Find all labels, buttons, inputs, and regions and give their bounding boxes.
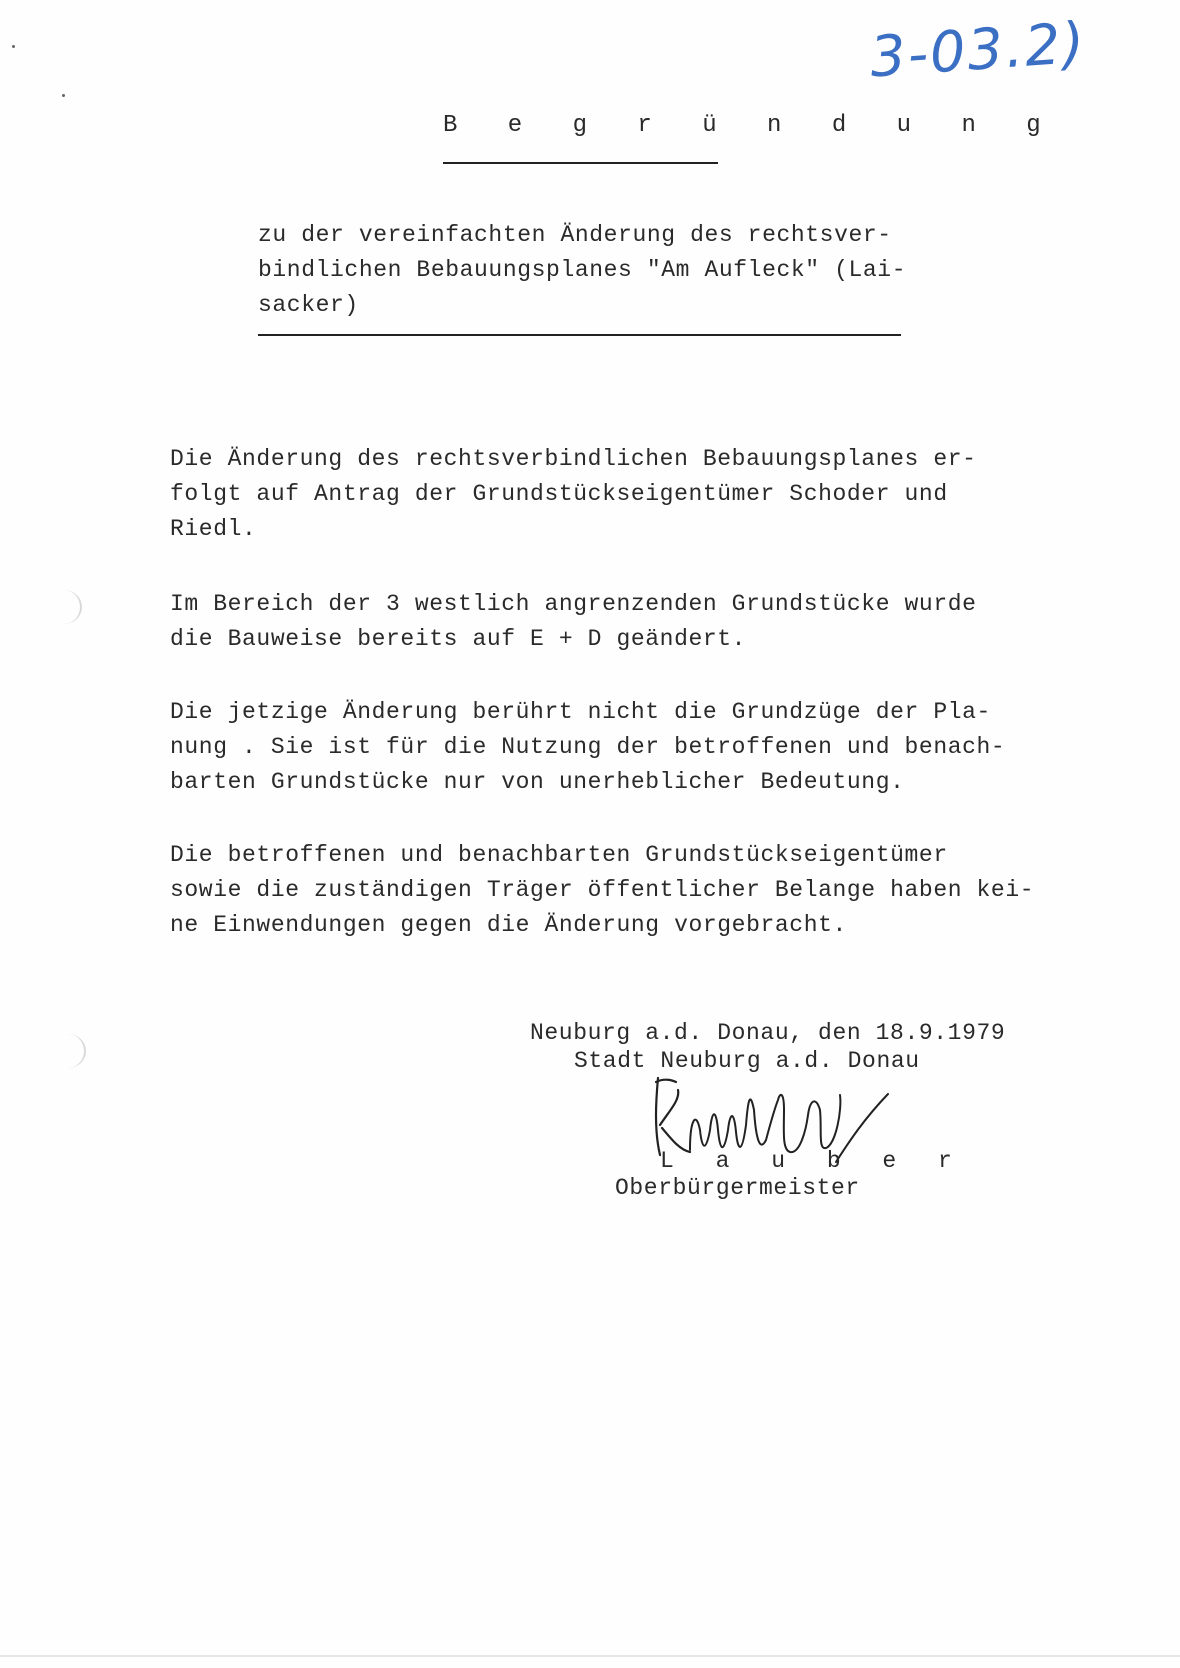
file-number-text: 3-03.2) [867,10,1089,91]
paragraph-planning-principles [170,695,1030,800]
paper-speck [62,94,65,97]
document-subtitle [258,218,918,323]
paragraph-line: Die betroffenen und benachbarten Grundstückseigentümer [170,842,948,868]
punch-hole-mark [50,1034,86,1068]
paragraph-line: Die Änderung des rechtsverbindlichen Bebauungsplanes er- [170,446,977,472]
punch-hole-mark [46,590,82,624]
paragraph-line: Riedl. [170,516,257,542]
subtitle-underline [258,334,901,336]
place-and-date: Neuburg a.d. Donau, den 18.9.1979 [530,1020,1006,1046]
paragraph-line: die Bauweise bereits auf E + D geändert. [170,626,747,652]
scan-edge-line [0,1655,1180,1657]
paragraph-line: nung . Sie ist für die Nutzung der betroffenen und benach- [170,734,1006,760]
paragraph-line: Die jetzige Änderung berührt nicht die Grundzüge der Pla- [170,699,991,725]
subtitle-line: sacker) [258,292,359,318]
subtitle-line: zu der vereinfachten Änderung des rechtsver- [258,222,892,248]
paragraph-line: barten Grundstücke nur von unerheblicher Bedeutung. [170,769,905,795]
issuing-authority: Stadt Neuburg a.d. Donau [574,1048,920,1074]
paragraph-line: sowie die zuständigen Träger öffentlicher Belange haben kei- [170,877,1035,903]
signer-name: L a u b e r [660,1148,966,1174]
paragraph-request [170,442,1030,547]
paragraph-line: Im Bereich der 3 westlich angrenzenden Grundstücke wurde [170,591,977,617]
paper-speck [12,45,15,48]
title-underline [443,162,718,164]
paragraph-line: ne Einwendungen gegen die Änderung vorgebracht. [170,912,847,938]
document-title: B e g r ü n d u n g [443,112,1059,139]
paragraph-neighbouring-plots [170,587,1030,657]
signer-title: Oberbürgermeister [615,1175,860,1201]
paragraph-no-objections [170,838,1035,943]
handwritten-file-number [867,10,1120,98]
subtitle-line: bindlichen Bebauungsplanes "Am Aufleck" (Lai- [258,257,907,283]
paragraph-line: folgt auf Antrag der Grundstückseigentümer Schoder und [170,481,948,507]
